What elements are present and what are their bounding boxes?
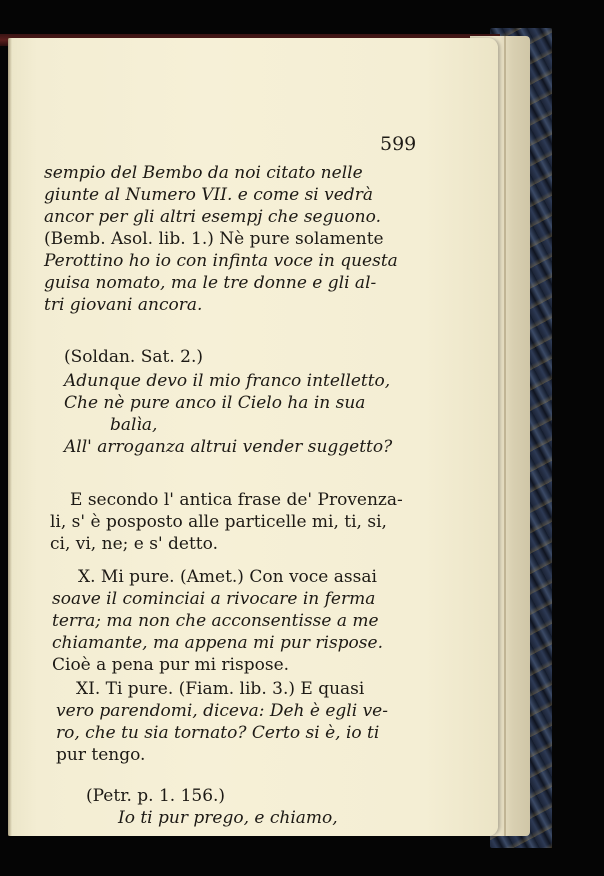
soldan-verse-2: Che nè pure anco il Cielo ha in sua xyxy=(64,393,366,413)
page-gutter-shadow xyxy=(8,38,12,836)
entry-x-line-4: chiamante, ma appena mi pur rispose. xyxy=(52,633,383,653)
paragraph-2-line-1: E secondo l' antica frase de' Provenza- xyxy=(70,490,403,510)
paragraph-1-line-6: guisa nomato, ma le tre donne e gli al- xyxy=(44,273,377,293)
paragraph-1-line-5: Perottino ho io con infinta voce in questa xyxy=(44,251,398,271)
petrarca-verse-1: Io ti pur prego, e chiamo, xyxy=(118,808,338,828)
entry-x-line-1: X. Mi pure. (Amet.) Con voce assai xyxy=(78,567,377,587)
petrarca-source: (Petr. p. 1. 156.) xyxy=(86,786,226,806)
page-number: 599 xyxy=(380,133,417,155)
paragraph-2-line-3: ci, vi, ne; e s' detto. xyxy=(50,534,218,554)
paragraph-1-line-1: sempio del Bembo da noi citato nelle xyxy=(44,163,363,183)
soldan-source: (Soldan. Sat. 2.) xyxy=(64,347,203,367)
soldan-verse-1: Adunque devo il mio franco intelletto, xyxy=(64,371,391,391)
soldan-verse-3: balìa, xyxy=(110,415,158,435)
paragraph-1-line-7: tri giovani ancora. xyxy=(44,295,203,315)
entry-x-line-5: Cioè a pena pur mi rispose. xyxy=(52,655,290,675)
paragraph-1-line-2: giunte al Numero VII. e come si vedrà xyxy=(44,185,373,205)
entry-x-line-2: soave il cominciai a rivocare in ferma xyxy=(52,589,376,609)
paragraph-1-line-4: (Bemb. Asol. lib. 1.) Nè pure solamente xyxy=(44,229,384,249)
entry-x-line-3: terra; ma non che acconsentisse a me xyxy=(52,611,379,631)
entry-xi-line-1: XI. Ti pure. (Fiam. lib. 3.) E quasi xyxy=(76,679,365,699)
paragraph-2-line-2: li, s' è posposto alle particelle mi, ti, si, xyxy=(50,512,387,532)
entry-xi-line-4: pur tengo. xyxy=(56,745,146,765)
paragraph-1-line-3: ancor per gli altri esempj che seguono. xyxy=(44,207,381,227)
entry-xi-line-2: vero parendomi, diceva: Deh è egli ve- xyxy=(56,701,388,721)
soldan-verse-4: All' arroganza altrui vender suggetto? xyxy=(64,437,393,457)
entry-xi-line-3: ro, che tu sia tornato? Certo si è, io ti xyxy=(56,723,380,743)
